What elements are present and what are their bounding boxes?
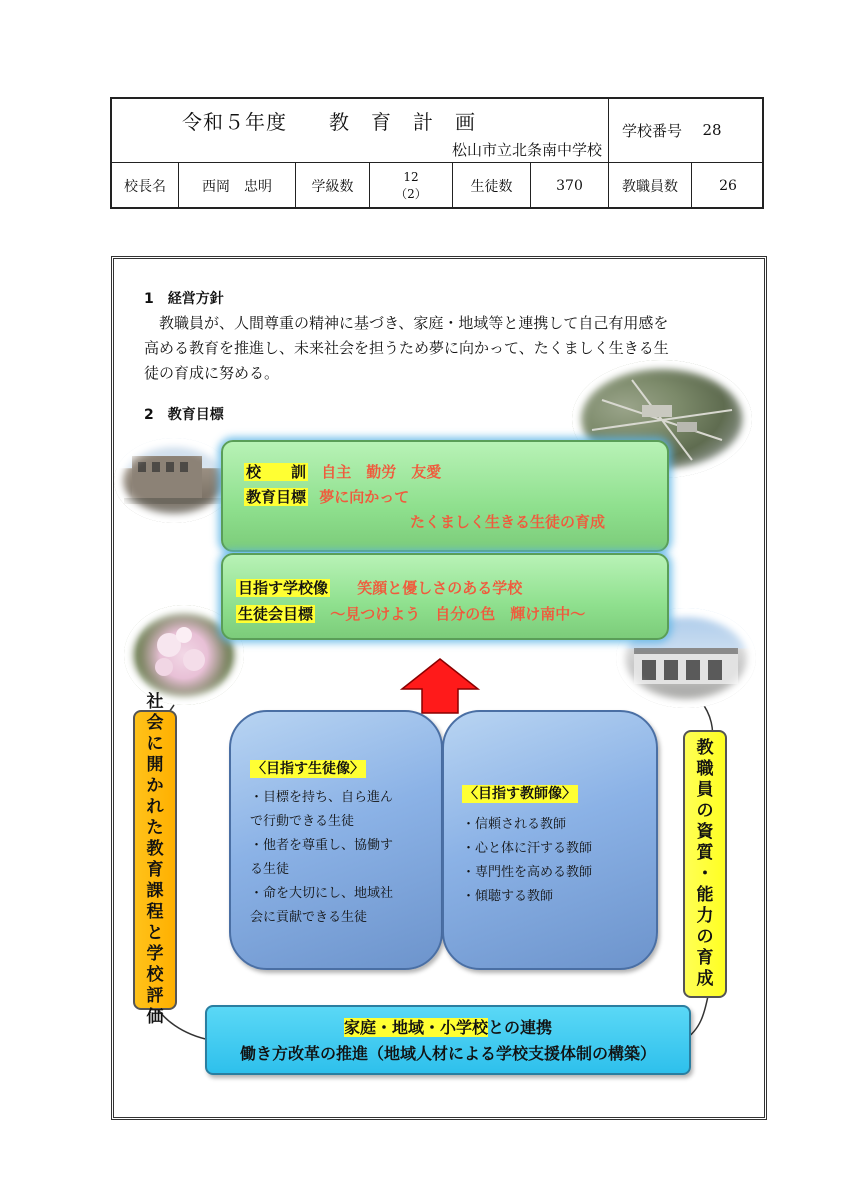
- vertical-char: 員: [696, 780, 714, 800]
- school-ideal-text: 笑顔と優しさのある学校: [357, 579, 523, 597]
- vertical-char: 力: [696, 906, 714, 926]
- teacher-ideal-item: ・心と体に汗する教師: [462, 841, 593, 856]
- vertical-char: 校: [146, 965, 164, 985]
- student-ideal-item: ・命を大切にし、地域社: [250, 886, 394, 901]
- motto-label: 校 訓: [246, 463, 307, 481]
- vertical-char: 能: [696, 885, 714, 905]
- vertical-char: 課: [146, 881, 164, 901]
- school-ideal-row: [236, 577, 522, 598]
- goals-heading: 2 教育目標: [144, 407, 224, 423]
- school-name: 松山市立北条南中学校: [451, 140, 602, 159]
- staff-count-label: 教職員数: [622, 178, 678, 195]
- vertical-char: 職: [696, 759, 714, 779]
- class-count-value: 12: [403, 169, 419, 184]
- vertical-char: 質: [696, 843, 714, 863]
- teacher-ideal-title-text: 〈目指す教師像〉: [464, 786, 576, 802]
- teacher-ideal-item: ・専門性を高める教師: [462, 865, 593, 880]
- teacher-ideal-item: ・信頼される教師: [462, 817, 567, 832]
- student-ideal-title-text: 〈目指す生徒像〉: [252, 761, 364, 777]
- class-count-sub: （2）: [395, 186, 427, 201]
- teacher-ideal-content: [462, 783, 642, 909]
- partnership-line2: 働き方改革の推進（地域人材による学校支援体制の構築）: [239, 1044, 656, 1063]
- up-arrow-icon: [398, 657, 482, 715]
- vertical-char: 育: [696, 948, 714, 968]
- motto-row: [244, 461, 441, 482]
- vertical-char: 評: [146, 986, 164, 1006]
- policy-line: 教職員が、人間尊重の精神に基づき、家庭・地域等と連携して自己有用感を: [144, 314, 669, 332]
- vertical-char: 教: [696, 738, 714, 758]
- policy-line: 徒の育成に努める。: [144, 364, 280, 382]
- motto-text: 自主 勤労 友愛: [321, 463, 442, 481]
- left-vertical-box: [133, 692, 177, 1027]
- council-text: ～見つけよう 自分の色 輝け南中～: [330, 605, 586, 623]
- school-number-label: 学校番号: [621, 121, 682, 140]
- vertical-char: に: [146, 734, 164, 754]
- student-ideal-item: で行動できる生徒: [250, 814, 355, 829]
- vertical-char: 成: [696, 969, 714, 989]
- council-label: 生徒会目標: [238, 605, 314, 623]
- vertical-char: の: [696, 927, 714, 947]
- vertical-char: 学: [146, 944, 164, 964]
- vertical-char: た: [146, 818, 164, 838]
- student-ideal-item: 会に貢献できる生徒: [250, 910, 368, 925]
- vertical-char: 資: [696, 822, 714, 842]
- vertical-char: 会: [146, 713, 164, 733]
- vertical-char: れ: [146, 797, 164, 817]
- edu-goal-line2: たくましく生きる生徒の育成: [410, 513, 606, 531]
- principal-name: 西岡 忠明: [202, 178, 272, 195]
- student-count: 370: [556, 177, 583, 194]
- partnership-rest: との連携: [488, 1018, 553, 1037]
- policy-line: 高める教育を推進し、未来社会を担うため夢に向かって、たくましく生きる生: [144, 339, 669, 357]
- partnership-highlight: 家庭・地域・小学校: [343, 1018, 488, 1037]
- vertical-char: 教: [146, 839, 164, 859]
- vertical-char: 社: [146, 692, 164, 712]
- left-vertical-text: [147, 692, 164, 1028]
- teacher-ideal-item: ・傾聴する教師: [462, 889, 554, 904]
- vertical-char: 程: [146, 902, 164, 922]
- edu-goal-label: 教育目標: [246, 488, 307, 506]
- class-count-label: 学級数: [311, 178, 354, 195]
- teacher-ideal-title: [462, 783, 642, 803]
- vertical-char: 育: [146, 860, 164, 880]
- student-count-label: 生徒数: [470, 178, 513, 195]
- student-ideal-item: る生徒: [250, 862, 290, 877]
- vertical-char: 開: [146, 755, 164, 775]
- council-row: [236, 603, 585, 624]
- principal-label: 校長名: [124, 178, 166, 195]
- school-building-photo: [114, 438, 234, 523]
- vertical-char: か: [146, 776, 164, 796]
- policy-heading: 1 経営方針: [144, 291, 224, 307]
- staff-count: 26: [719, 177, 737, 194]
- partnership-line1: [205, 1015, 691, 1038]
- student-ideal-item: ・他者を尊重し、協働す: [250, 838, 394, 853]
- edu-goal-row: [244, 486, 409, 507]
- school-ideal-label: 目指す学校像: [238, 579, 329, 597]
- vertical-char: と: [146, 923, 164, 943]
- student-ideal-content: [250, 758, 430, 930]
- vertical-char: の: [696, 801, 714, 821]
- plan-title: 令和５年度 教 育 計 画: [182, 109, 476, 134]
- vertical-char: ・: [696, 864, 714, 884]
- right-vertical-box: [683, 730, 727, 998]
- right-vertical-text: [697, 738, 714, 990]
- student-ideal-item: ・目標を持ち、自ら進ん: [250, 790, 394, 805]
- student-ideal-title: [250, 758, 430, 778]
- school-number: 28: [702, 121, 722, 139]
- edu-goal-line1: 夢に向かって: [319, 488, 410, 506]
- vertical-char: 価: [146, 1007, 164, 1027]
